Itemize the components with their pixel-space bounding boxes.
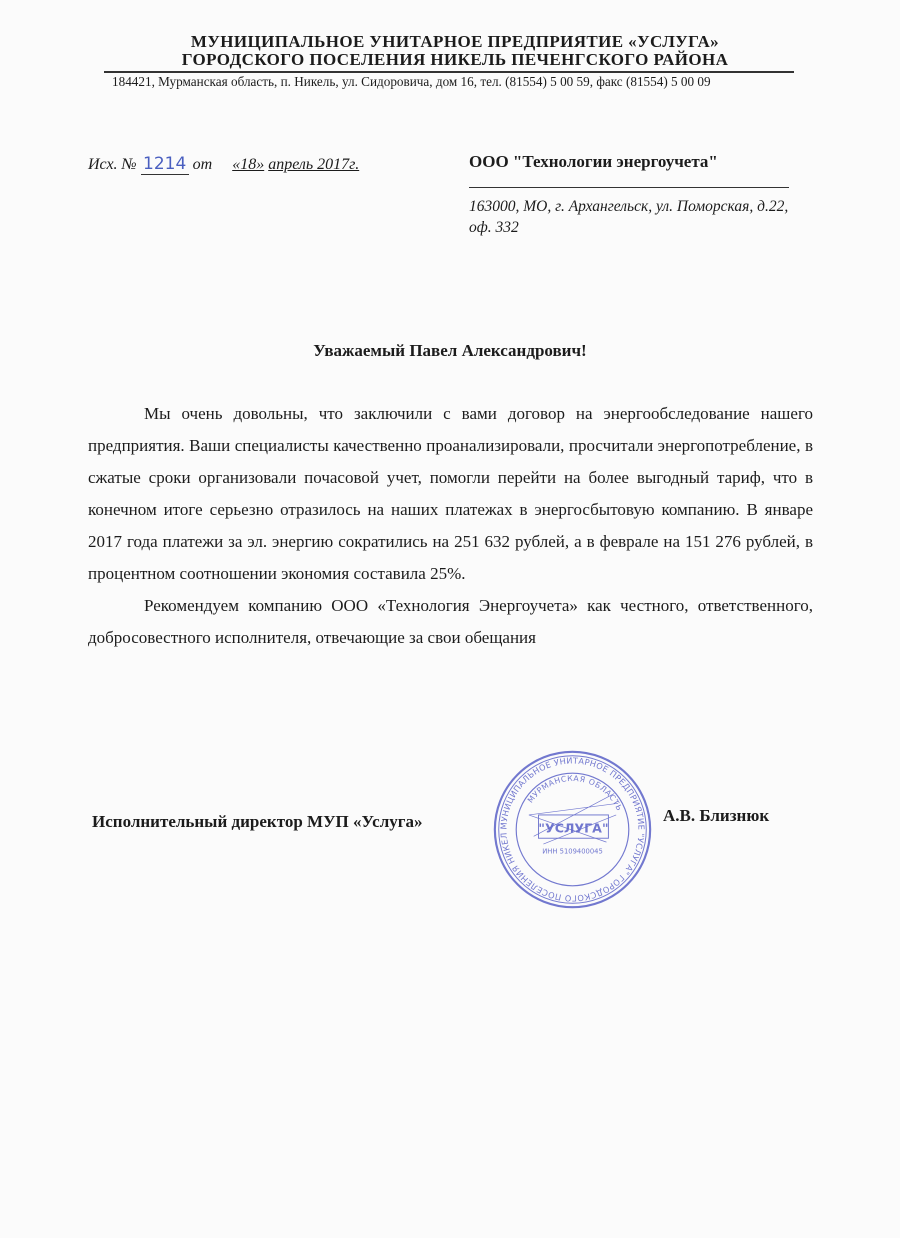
outgoing-reference xyxy=(88,154,359,175)
stamp-seal-icon xyxy=(490,747,655,912)
signatory-name: А.В. Близнюк xyxy=(663,806,770,825)
ref-prefix: Исх. № xyxy=(88,156,137,173)
ref-month-year: апрель 2017г. xyxy=(268,156,360,173)
greeting: Уважаемый Павел Александрович! xyxy=(313,341,587,360)
letter-body xyxy=(88,398,813,654)
header-divider xyxy=(104,71,794,73)
stamp-inner-text: МУРМАНСКАЯ ОБЛАСТЬ xyxy=(525,773,625,813)
signatory-title: Исполнительный директор МУП «Услуга» xyxy=(92,812,423,831)
ref-number-field xyxy=(141,154,189,175)
ref-from: от xyxy=(192,156,213,173)
round-stamp xyxy=(490,747,655,912)
stamp-outer-text: МУНИЦИПАЛЬНОЕ УНИТАРНОЕ ПРЕДПРИЯТИЕ "УСЛУГА" ГОРОДСКОГО ПОСЕЛЕНИЯ НИКЕЛ xyxy=(498,755,647,904)
svg-text:МУРМАНСКАЯ ОБЛАСТЬ xyxy=(526,774,624,813)
org-name-line1: МУНИЦИПАЛЬНОЕ УНИТАРНОЕ ПРЕДПРИЯТИЕ «УСЛУГА» xyxy=(190,32,720,51)
recipient-address: 163000, МО, г. Архангельск, ул. Поморская, д.22, оф. 332 xyxy=(469,198,789,236)
ref-day: «18» xyxy=(232,156,265,173)
org-name-line2: ГОРОДСКОГО ПОСЕЛЕНИЯ НИКЕЛЬ ПЕЧЕНГСКОГО РАЙОНА xyxy=(181,50,729,69)
stamp-center-text: "УСЛУГА" xyxy=(538,820,609,836)
stamp-inn: ИНН 5109400045 xyxy=(542,847,603,856)
org-address: 184421, Мурманская область, п. Никель, ул. Сидоровича, дом 16, тел. (81554) 5 00 59, факс (81554) 5 00 09 xyxy=(112,74,711,89)
body-paragraph-2: Рекомендуем компанию ООО «Технология Энергоучета» как честного, ответственного, добросовестного исполнителя, отвечающие за свои обещания xyxy=(88,596,813,647)
body-paragraph-1: Мы очень довольны, что заключили с вами договор на энергообследование нашего предприятия. Ваши специалисты качественно проанализировали, просчитали энергопотребление, в сжатые сроки организовали почасовой учет, помогли перейти на более выгодный тариф, что в конечном итоге серьезно отразилось на наших платежах в энергосбытовую компанию. В январе 2017 года платежи за эл. энергию сократились на 251 632 рублей, а в феврале на 151 276 рублей, в процентном соотношении экономия составила 25%. xyxy=(88,404,813,583)
ref-number: 1214 xyxy=(143,154,187,174)
recipient-name: ООО "Технологии энергоучета" xyxy=(469,152,718,171)
recipient-divider xyxy=(469,187,789,188)
